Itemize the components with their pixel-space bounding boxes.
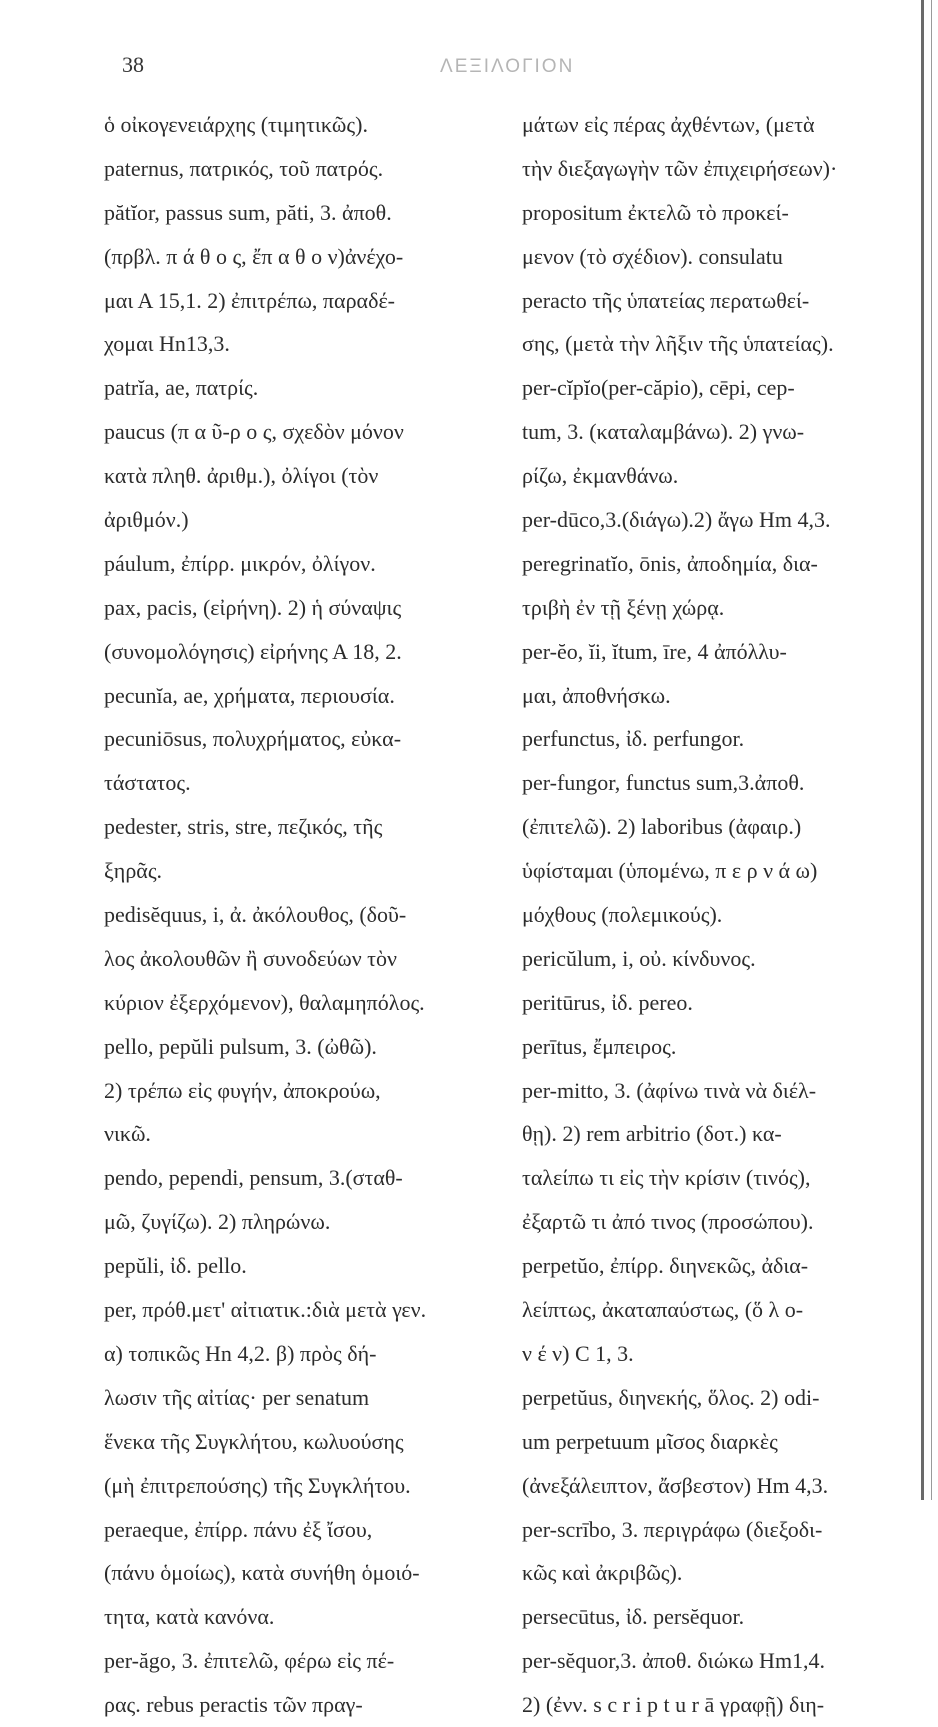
dictionary-line: per-ăgo, 3. ἐπιτελῶ, φέρω εἰς πέ-: [104, 1648, 395, 1674]
dictionary-line: (ἐπιτελῶ). 2) laboribus (ἀφαιρ.): [522, 814, 802, 840]
dictionary-line: ν έ ν) C 1, 3.: [522, 1340, 634, 1366]
dictionary-line: perfunctus, ἰδ. perfungor.: [522, 726, 745, 752]
dictionary-line: (ἀνεξάλειπτον, ἄσβεστον) Ηm 4,3.: [522, 1472, 829, 1498]
dictionary-line: (συνομολόγησις) εἰρήνης Α 18, 2.: [104, 638, 402, 664]
dictionary-line: ὁ οἰκογενειάρχης (τιμητικῶς).: [104, 112, 368, 137]
dictionary-line: pedester, stris, stre, πεζικός, τῆς: [104, 814, 383, 840]
dictionary-line: λείπτως, ἀκαταπαύστως, (ὅ λ ο-: [522, 1297, 804, 1323]
dictionary-line: ξηρᾶς.: [104, 858, 163, 884]
running-head: ΛΕΞΙΛΟΓΙΟΝ: [440, 56, 575, 77]
page-number: 38: [122, 52, 144, 77]
dictionary-line: (πάνυ ὁμοίως), κατὰ συνήθη ὁμοιό-: [104, 1560, 420, 1586]
dictionary-line: per-scrībo, 3. περιγράφω (διεξοδι-: [522, 1516, 823, 1542]
dictionary-line: ἐξαρτῶ τι ἀπό τινος (προσώπου).: [522, 1209, 814, 1235]
dictionary-line: pello, pepŭli pulsum, 3. (ὠθῶ).: [104, 1033, 377, 1059]
dictionary-line: μάτων εἰς πέρας ἀχθέντων, (μετὰ: [522, 112, 815, 137]
dictionary-line: κῶς καὶ ἀκριβῶς).: [522, 1560, 683, 1586]
dictionary-line: 2) τρέπω εἰς φυγήν, ἀποκρούω,: [104, 1077, 381, 1103]
dictionary-line: perītus, ἔμπειρος.: [522, 1033, 677, 1059]
dictionary-line: pecunĭa, ae, χρήματα, περιουσία.: [104, 682, 395, 708]
dictionary-line: λος ἀκολουθῶν ἢ συνοδεύων τὸν: [104, 945, 397, 971]
dictionary-line: per-mitto, 3. (ἀφίνω τινὰ νὰ διέλ-: [522, 1077, 817, 1103]
dictionary-line: μαι Α 15,1. 2) ἐπιτρέπω, παραδέ-: [104, 287, 396, 313]
dictionary-line: per-fungor, functus sum,3.ἀποθ.: [522, 770, 805, 796]
dictionary-line: peracto τῆς ὑπατείας περατωθεί-: [522, 287, 810, 313]
dictionary-line: μενον (τὸ σχέδιον). consulatu: [522, 243, 783, 269]
dictionary-line: per, πρόθ.μετ' αἰτιατικ.:διὰ μετὰ γεν.: [104, 1297, 427, 1323]
dictionary-line: patrĭa, ae, πατρίς.: [104, 375, 259, 401]
dictionary-line: ἕνεκα τῆς Συγκλήτου, κωλυούσης: [104, 1428, 404, 1454]
dictionary-line: (πρβλ. π ά θ ο ς, ἔπ α θ ο ν)ἀνέχο-: [104, 243, 404, 269]
dictionary-line: pericŭlum, i, οὐ. κίνδυνος.: [522, 945, 756, 971]
dictionary-line: persecūtus, ἰδ. persĕquor.: [522, 1604, 745, 1630]
dictionary-line: νικῶ.: [104, 1121, 151, 1147]
dictionary-line: pax, pacis, (εἰρήνη). 2) ἡ σύναψις: [104, 594, 402, 620]
dictionary-line: pedisĕquus, i, ἀ. ἀκόλουθος, (δοῦ-: [104, 902, 407, 928]
dictionary-line: perpetŭo, ἐπίρρ. διηνεκῶς, ἀδια-: [522, 1253, 809, 1279]
dictionary-line: perpetŭus, διηνεκής, ὅλος. 2) odi-: [522, 1384, 820, 1410]
dictionary-line: σης, (μετὰ τὴν λῆξιν τῆς ὑπατείας).: [522, 331, 834, 357]
dictionary-line: θῃ). 2) rem arbitrio (δοτ.) κα-: [522, 1121, 782, 1147]
dictionary-line: ὑφίσταμαι (ὑπομένω, π ε ρ ν ά ω): [522, 858, 818, 884]
dictionary-line: τητα, κατὰ κανόνα.: [104, 1604, 275, 1630]
dictionary-line: κατὰ πληθ. ἀριθμ.), ὀλίγοι (τὸν: [104, 463, 379, 489]
dictionary-line: per-sĕquor,3. ἀποθ. διώκω Ηm1,4.: [522, 1648, 826, 1674]
dictionary-line: ρας. rebus peractis τῶν πραγ-: [104, 1692, 363, 1718]
dictionary-line: κύριον ἐξερχόμενον), θαλαμηπόλος.: [104, 989, 425, 1015]
dictionary-line: paternus, πατρικός, τοῦ πατρός.: [104, 155, 384, 181]
dictionary-line: τὴν διεξαγωγὴν τῶν ἐπιχειρήσεων)·: [522, 155, 838, 181]
dictionary-line: propositum ἐκτελῶ τὸ προκεί-: [522, 199, 789, 225]
dictionary-line: peritūrus, ἰδ. pereo.: [522, 989, 693, 1015]
dictionary-line: χομαι Ηn13,3.: [104, 331, 230, 357]
dictionary-line: per-ĕo, ĭi, ĭtum, īre, 4 ἀπόλλυ-: [522, 638, 787, 664]
dictionary-line: τάστατος.: [104, 770, 191, 796]
right-column: [522, 103, 934, 1727]
dictionary-line: 2) (ἐνν. s c r i p t u r ā γραφῇ) διη-: [522, 1692, 825, 1718]
dictionary-line: μαι, ἀποθνήσκω.: [522, 682, 671, 708]
dictionary-line: λωσιν τῆς αἰτίας· per senatum: [104, 1384, 370, 1410]
dictionary-line: per-cĭpĭo(per-căpio), cēpi, cep-: [522, 375, 795, 401]
dictionary-line: μῶ, ζυγίζω). 2) πληρώνω.: [104, 1209, 331, 1235]
dictionary-line: pătĭor, passus sum, păti, 3. ἀποθ.: [104, 199, 392, 225]
dictionary-line: um perpetuum μῖσος διαρκὲς: [522, 1428, 778, 1454]
dictionary-line: α) τοπικῶς Ηn 4,2. β) πρὸς δή-: [104, 1340, 377, 1366]
dictionary-line: pendo, pependi, pensum, 3.(σταθ-: [104, 1165, 403, 1191]
dictionary-line: paucus (π α ῦ-ρ ο ς, σχεδὸν μόνον: [104, 419, 404, 445]
dictionary-line: peregrinatĭo, ōnis, ἀποδημία, δια-: [522, 550, 818, 576]
dictionary-line: τριβὴ ἐν τῇ ξένῃ χώρᾳ.: [522, 594, 725, 620]
dictionary-line: ρίζω, ἐκμανθάνω.: [522, 463, 679, 489]
dictionary-line: pepŭli, ἰδ. pello.: [104, 1253, 247, 1279]
page-header: [0, 46, 938, 86]
dictionary-line: páulum, ἐπίρρ. μικρόν, ὀλίγον.: [104, 550, 376, 576]
dictionary-line: peraeque, ἐπίρρ. πάνυ ἐξ ἴσου,: [104, 1516, 373, 1542]
dictionary-line: per-dūco,3.(διάγω).2) ἄγω Ηm 4,3.: [522, 507, 831, 533]
dictionary-line: (μὴ ἐπιτρεπούσης) τῆς Συγκλήτου.: [104, 1472, 411, 1498]
left-column: [104, 103, 516, 1727]
dictionary-line: ἀριθμόν.): [104, 507, 189, 533]
dictionary-line: pecuniōsus, πολυχρήματος, εὐκα-: [104, 726, 402, 752]
dictionary-line: ταλείπω τι εἰς τὴν κρίσιν (τινός),: [522, 1165, 811, 1191]
dictionary-line: tum, 3. (καταλαμβάνω). 2) γνω-: [522, 419, 805, 445]
dictionary-line: μόχθους (πολεμικούς).: [522, 902, 723, 928]
